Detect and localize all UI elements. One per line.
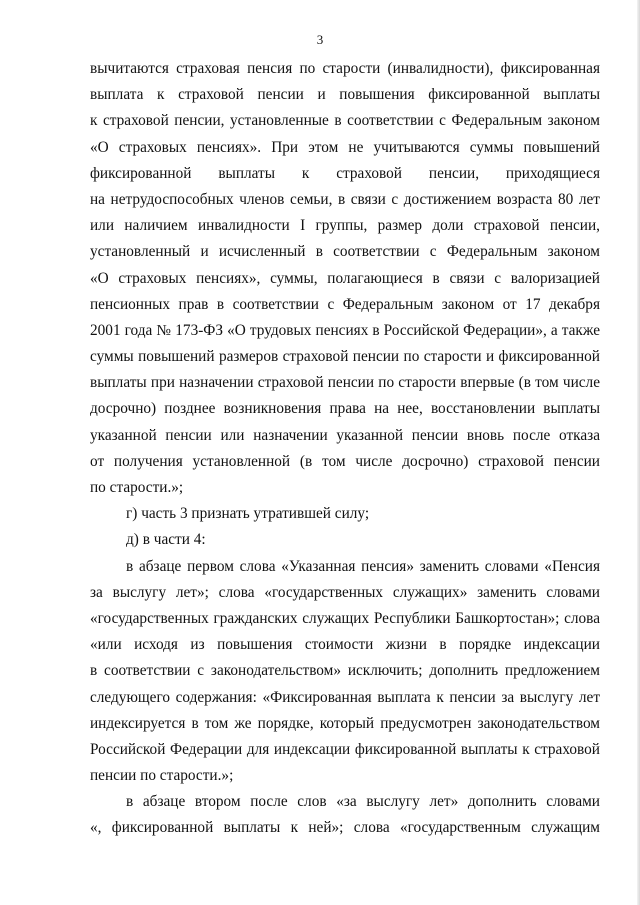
text-line: «или исходя из повышения стоимости жизни в порядке индексации <box>90 636 600 654</box>
text-line: выплата к страховой пенсии и повышения фиксированной выплаты <box>90 86 600 104</box>
text-line: «О страховых пенсиях», суммы, полагающиеся в связи с валоризацией <box>90 269 600 287</box>
text-line: за выслугу лет»; слова «государственных служащих» заменить словами <box>90 583 600 601</box>
page-number: 3 <box>316 32 324 47</box>
text-line: Российской Федерации для индексации фиксированной выплаты к страховой <box>90 740 600 758</box>
text-line: фиксированной выплаты к страховой пенсии, приходящиеся <box>90 164 600 182</box>
text-line: вычитаются страховая пенсия по старости (инвалидности), фиксированная <box>90 60 600 77</box>
text-line: или наличием инвалидности I группы, размер доли страховой пенсии, <box>90 217 600 235</box>
text-line: индексируется в том же порядке, который предусмотрен законодательством <box>90 714 600 732</box>
text-line: следующего содержания: «Фиксированная выплата к пенсии за выслугу лет <box>90 688 600 706</box>
text-line: в соответствии с законодательством» исключить; дополнить предложением <box>90 662 600 680</box>
text-line: в абзаце втором после слов «за выслугу лет» дополнить словами <box>126 793 600 811</box>
text-line: по старости.»; <box>90 479 184 496</box>
body-text <box>90 56 600 842</box>
text-line: указанной пенсии или назначении указанной пенсии вновь после отказа <box>90 426 600 444</box>
text-line: в абзаце первом слова «Указанная пенсия» заменить словами «Пенсия <box>126 557 600 575</box>
text-line: к страховой пенсии, установленные в соответствии с Федеральным законом <box>90 112 600 130</box>
text-line: выплаты при назначении страховой пенсии по старости впервые (в том числе <box>90 374 600 392</box>
text-line: д) в части 4: <box>126 531 206 549</box>
text-line: г) часть 3 признать утратившей силу; <box>126 505 370 523</box>
text-line: «, фиксированной выплаты к ней»; слова «государственным служащим <box>90 819 600 837</box>
text-line: пенсионных прав в соответствии с Федеральным законом от 17 декабря <box>90 295 600 313</box>
text-line: на нетрудоспособных членов семьи, в связи с достижением возраста 80 лет <box>90 190 600 208</box>
text-line: пенсии по старости.»; <box>90 767 234 785</box>
text-line: 2001 года № 173-ФЗ «О трудовых пенсиях в Российской Федерации», а также <box>90 321 600 339</box>
text-line: от получения установленной (в том числе досрочно) страховой пенсии <box>90 452 600 470</box>
text-line: «государственных гражданских служащих Республики Башкортостан»; слова <box>90 609 600 627</box>
text-line: досрочно) позднее возникновения права на нее, восстановлении выплаты <box>90 400 600 418</box>
text-line: установленный и исчисленный в соответствии с Федеральным законом <box>90 243 600 261</box>
text-line: суммы повышений размеров страховой пенсии по старости и фиксированной <box>90 348 600 366</box>
text-line: «О страховых пенсиях». При этом не учитываются суммы повышений <box>90 138 600 156</box>
